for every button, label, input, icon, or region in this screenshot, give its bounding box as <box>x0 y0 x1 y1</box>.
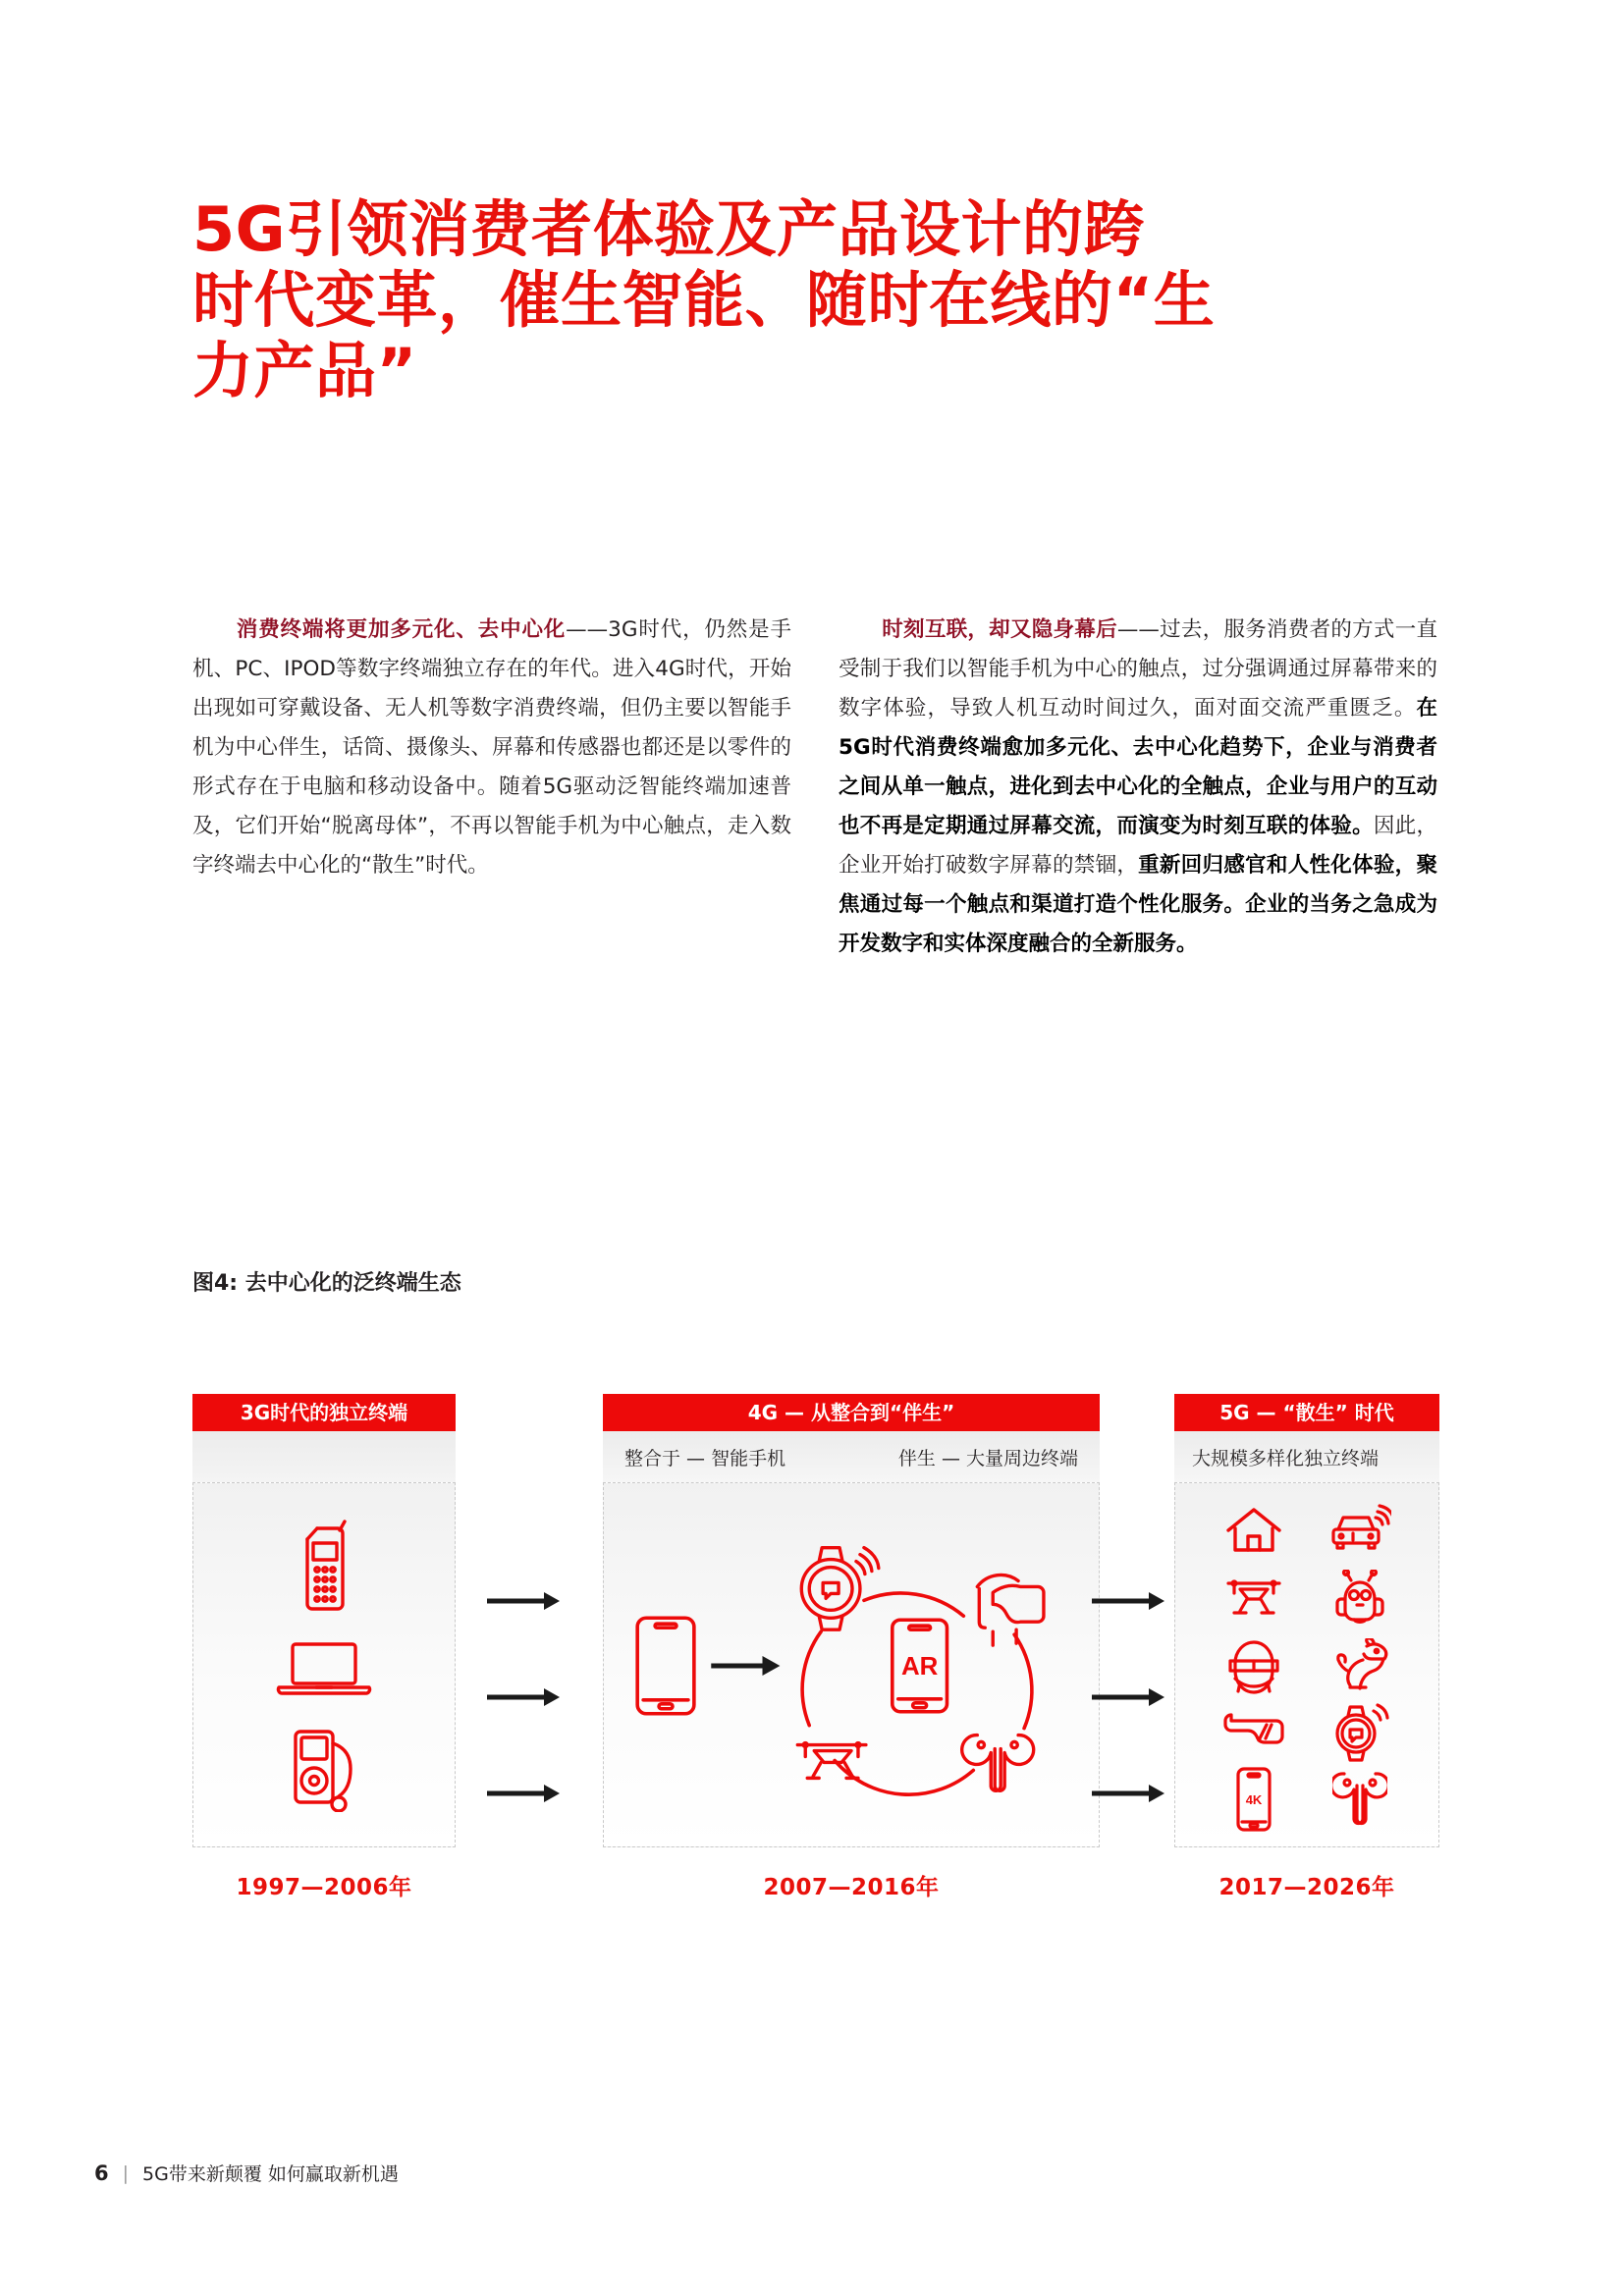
vr-headset-icon <box>977 1575 1044 1645</box>
ar-glasses-face-icon <box>1226 1635 1281 1694</box>
panel-4g-sublabel-right: 伴生 — 大量周边终端 <box>897 1447 1078 1469</box>
panel-3g-sublabel <box>192 1431 456 1482</box>
panel-5g-stage <box>1174 1482 1439 1847</box>
page-title <box>192 194 1469 406</box>
connected-car-icon <box>1328 1504 1391 1557</box>
feature-phone-icon <box>294 1518 354 1612</box>
panel-3g-year: 1997—2006年 <box>236 1875 412 1900</box>
arrow-4g-to-5g-2 <box>1092 1684 1174 1710</box>
drone-icon <box>797 1743 866 1779</box>
panel-4g-sublabels <box>603 1431 1100 1482</box>
arrow-4g-to-5g-3 <box>1092 1781 1174 1806</box>
right-paragraph-bold-2: 重新回归感官和人性化体验，聚焦通过每一个触点和渠道打造个性化服务。企业的当务之急成为开发数字和实体深度融合的全新服务。 <box>839 852 1437 956</box>
robot-icon <box>1332 1570 1387 1627</box>
page-title-line-1: 5G引领消费者体验及产品设计的跨 <box>192 193 1146 265</box>
robot-dog-icon <box>1329 1638 1390 1691</box>
panel-3g-header: 3G时代的独立终端 <box>192 1394 456 1431</box>
left-paragraph-lead: 消费终端将更加多元化、去中心化 <box>236 616 567 642</box>
footer-doc-title: 5G带来新颠覆 如何赢取新机遇 <box>142 2163 399 2185</box>
drone-icon <box>1223 1574 1284 1623</box>
panel-3g-stage <box>192 1482 456 1847</box>
left-paragraph-body: ——3G时代，仍然是手机、PC、IPOD等数字终端独立存在的年代。进入4G时代，开始出现如可穿戴设备、无人机等数字消费终端，但仍主要以智能手机为中心伴生，话筒、摄像头、屏幕和传感器也都还是以零件的形式存在于电脑和移动设备中。随着5G驱动泛智能终端加速普及，它们开始“脱离母体”，不再以智能手机为中心触点，走入数字终端去中心化的“散生”时代。 <box>192 616 791 878</box>
smartwatch-icon <box>801 1548 879 1630</box>
panel-5g-year: 2017—2026年 <box>1218 1875 1395 1900</box>
panel-4g-sublabel-left: 整合于 — 智能手机 <box>624 1447 786 1469</box>
panel-4g-year: 2007—2016年 <box>763 1875 940 1900</box>
earbuds-icon <box>1332 1768 1387 1831</box>
right-paragraph <box>839 611 1437 964</box>
panel-4g-stage <box>603 1482 1100 1847</box>
arrow-3g-to-4g-2 <box>487 1684 569 1710</box>
left-paragraph <box>192 611 791 885</box>
page-footer <box>94 2160 399 2186</box>
body-columns <box>192 589 1437 985</box>
arrow-4g-to-5g-1 <box>1092 1588 1174 1614</box>
figure-diagram <box>192 1394 1439 1983</box>
diagram-panel-4g <box>603 1394 1100 1901</box>
panel-5g-sublabel: 大规模多样化独立终端 <box>1174 1431 1439 1482</box>
earbuds-icon <box>962 1735 1034 1791</box>
page-title-line-3: 力产品” <box>192 335 417 406</box>
left-column <box>192 589 791 985</box>
footer-separator: | <box>122 2162 130 2184</box>
right-paragraph-body: ——过去，服务消费者的方式一直受制于我们以智能手机为中心的触点，过分强调通过屏幕带来的数字体验，导致人机互动时间过久，面对面交流严重匮乏。 <box>839 616 1437 721</box>
panel-4g-illustration <box>604 1483 1099 1846</box>
footer-page-number: 6 <box>94 2161 109 2185</box>
4k-label: 4K <box>1245 1791 1263 1807</box>
smartwatch-icon <box>1329 1701 1390 1762</box>
panel-5g-header: 5G — “散生” 时代 <box>1174 1394 1439 1431</box>
right-paragraph-body-2: 因此，企业开始打破数字屏幕的禁锢， <box>839 813 1437 878</box>
page-title-line-2: 时代变革，催生智能、随时在线的“生 <box>192 264 1216 336</box>
ar-label: AR <box>900 1652 939 1681</box>
vr-goggles-icon <box>1221 1711 1286 1752</box>
smart-home-icon <box>1224 1505 1283 1556</box>
arrow-3g-to-4g-1 <box>487 1588 569 1614</box>
laptop-icon <box>273 1634 375 1699</box>
mp3-player-icon <box>282 1722 366 1812</box>
panel-5g-icon-grid <box>1175 1483 1438 1846</box>
right-paragraph-bold: 在5G时代消费终端愈加多元化、去中心化趋势下，企业与消费者之间从单一触点，进化到去中心化的全触点，企业与用户的互动也不再是定期通过屏幕交流，而演变为时刻互联的体验。 <box>839 695 1437 838</box>
figure-caption: 图4: 去中心化的泛终端生态 <box>192 1271 461 1296</box>
panel-4g-header: 4G — 从整合到“伴生” <box>603 1394 1100 1431</box>
diagram-panel-3g <box>192 1394 456 1901</box>
right-paragraph-lead: 时刻互联，却又隐身幕后 <box>882 616 1117 642</box>
right-column <box>839 589 1437 985</box>
arrow-3g-to-4g-3 <box>487 1781 569 1806</box>
diagram-panel-5g <box>1174 1394 1439 1901</box>
4k-phone-icon <box>1233 1766 1274 1833</box>
